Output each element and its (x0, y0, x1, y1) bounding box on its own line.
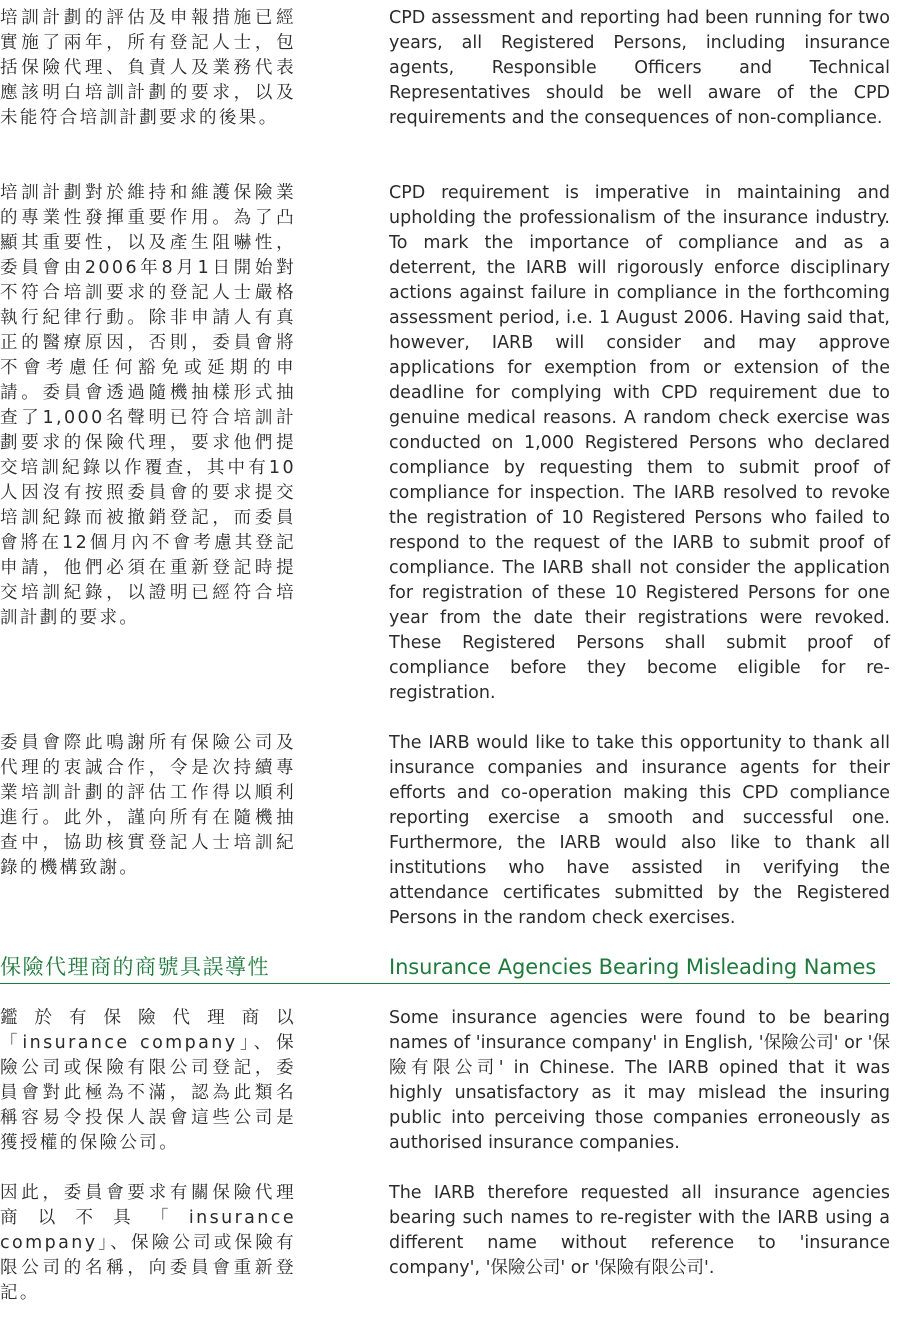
paragraph-zh-cpd-enforcement: 培訓計劃對於維持和維護保險業的專業性發揮重要作用。為了凸顯其重要性，以及產生阻嚇性，委員會由2006年8月1日開始對不符合培訓要求的登記人士嚴格執行紀律行動。除非申請人有真正的醫療原因，否則，委員會將不會考慮任何豁免或延期的申請。委員會透過隨機抽樣形式抽查了1,000名聲明已符合培訓計劃要求的保險代理，要求他們提交培訓紀錄以作覆查，其中有10人因沒有按照委員會的要求提交培訓紀錄而被撤銷登記，而委員會將在12個月內不會考慮其登記申請，他們必須在重新登記時提交培訓紀錄，以證明已經符合培訓計劃的要求。 (0, 183, 296, 628)
paragraph-en-re-register: The IARB therefore requested all insurance agencies bearing such names to re-register with the IARB using a different name without reference to 'insurance company', '保險公司' or '保險有限公司'. (389, 1183, 890, 1278)
paragraph-zh-misleading-names: 鑑於有保險代理商以「insurance company」、保險公司或保險有限公司登記，委員會對此極為不滿，認為此類名稱容易令投保人誤會這些公司是獲授權的保險公司。 (0, 1008, 296, 1153)
paragraph-en-cpd-enforcement: CPD requirement is imperative in maintaining and upholding the professionalism of the insurance industry. To mark the importance of compliance and as a deterrent, the IARB will rigorously enforce disciplinary actions against failure in compliance in the forthcoming assessment period, i.e. 1 August 2006. Having said that, however, IARB will consider and may approve applications for exemption from or extension of the deadline for complying with CPD requirement due to genuine medical reasons. A random check exercise was conducted on 1,000 Registered Persons who declared compliance by requesting them to submit proof of compliance for inspection. The IARB resolved to revoke the registration of 10 Registered Persons who failed to respond to the request of the IARB to submit proof of compliance. The IARB shall not consider the application for registration of these 10 Registered Persons for one year from the date their registrations were revoked. These Registered Persons shall submit proof of compliance before they become eligible for re-registration. (389, 183, 890, 703)
paragraph-zh-acknowledgement: 委員會際此鳴謝所有保險公司及代理的衷誠合作，令是次持續專業培訓計劃的評估工作得以順利進行。此外，謹向所有在隨機抽查中，協助核實登記人士培訓紀錄的機構致謝。 (0, 733, 296, 878)
section-heading-zh: 保險代理商的商號具誤導性 (0, 955, 270, 979)
paragraph-en-misleading-names: Some insurance agencies were found to be bearing names of 'insurance company' in English, '保險公司' or '保險有限公司' in Chinese. The IARB opined that it was highly unsatisfactory as it may mislead the insuring public into perceiving those companies erroneously as authorised insurance companies. (389, 1008, 890, 1153)
section-heading-en: Insurance Agencies Bearing Misleading Names (389, 955, 877, 979)
paragraph-en-cpd-assessment: CPD assessment and reporting had been running for two years, all Registered Persons, including insurance agents, Responsible Officers and Technical Representatives should be well aware of the CPD requirements and the consequences of non-compliance. (389, 8, 890, 128)
paragraph-en-acknowledgement: The IARB would like to take this opportunity to thank all insurance companies and insurance agents for their efforts and co-operation making this CPD compliance reporting exercise a smooth and successful one. Furthermore, the IARB would also like to thank all institutions who have assisted in verifying the attendance certificates submitted by the Registered Persons in the random check exercises. (389, 733, 890, 928)
paragraph-zh-cpd-assessment: 培訓計劃的評估及申報措施已經實施了兩年，所有登記人士，包括保險代理、負責人及業務代表應該明白培訓計劃的要求，以及未能符合培訓計劃要求的後果。 (0, 8, 296, 128)
paragraph-zh-re-register: 因此，委員會要求有關保險代理商以不具「insurance company」、保險公司或保險有限公司的名稱，向委員會重新登記。 (0, 1183, 296, 1303)
section-divider (0, 983, 890, 984)
